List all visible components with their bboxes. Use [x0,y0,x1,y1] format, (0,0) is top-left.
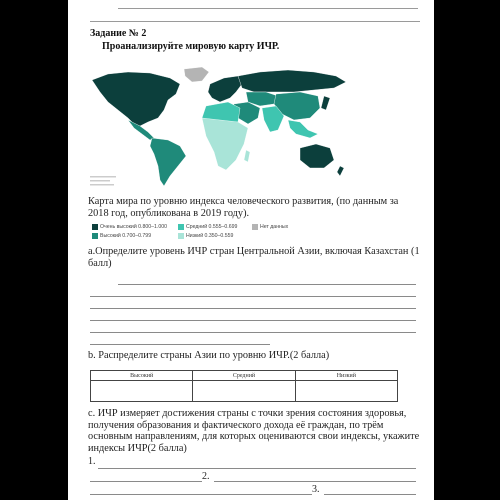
worksheet-page [68,0,434,500]
legend-swatch [92,233,98,239]
map-source-note [90,180,110,182]
map-region-sub-saharan-africa [202,118,248,170]
question-c: c. ИЧР измеряет достижения страны с точки зрения состояния здоровья, получения образования и фактического дохода её граждан, по трём основным направлениям, для которых оцениваются свои индексы, укажите индексы ИЧР(2 балла) [88,408,420,454]
legend-label: Очень высокий 0.800–1.000 [100,224,168,230]
column-header-medium: Средний [193,371,295,381]
legend-item [178,224,237,230]
answer-line [90,481,202,482]
map-region-greenland [184,67,209,82]
map-region-new-zealand [337,166,344,176]
map-caption: Карта мира по уровню индекса человеческого развития, (по данным за 2018 год, опубликована в 2019 году). [88,196,399,219]
legend-swatch [252,224,258,230]
hdi-world-map [88,66,356,190]
legend-swatch [92,224,98,230]
answer-line [90,344,270,345]
answer-line [90,296,416,297]
map-region-australia [300,144,334,168]
answer-line [90,308,416,309]
task-instruction: Проанализируйте мировую карту ИЧР. [102,41,280,52]
legend-item [252,224,288,230]
column-header-low: Низкий [295,371,397,381]
map-source-note [90,176,116,178]
legend-swatch [178,224,184,230]
map-source-note [90,184,114,186]
top-rule [90,21,420,22]
map-region-russia [238,70,346,92]
map-region-madagascar [244,150,250,162]
table-cell-high[interactable] [91,381,193,402]
hdi-asia-table [90,370,398,402]
question-b: b. Распределите страны Азии по уровню ИЧР.(2 балла) [88,350,330,361]
answer-number: 2. [202,471,210,482]
question-a: a.Определите уровень ИЧР стран Центральной Азии, включая Казахстан (1 балл) [88,246,420,269]
map-region-europe [208,76,242,102]
legend-label: Низкий 0.350–0.559 [186,233,234,239]
top-rule [118,8,418,9]
task-number: Задание № 2 [90,28,147,39]
answer-line [118,284,416,285]
map-region-japan [321,96,330,110]
legend-item [92,224,167,230]
table-row [91,381,398,402]
answer-number: 3. [312,484,320,495]
column-header-high: Высокий [91,371,193,381]
legend-label: Высокий 0.700–0.799 [100,233,152,239]
answer-line [214,481,416,482]
answer-line [90,494,312,495]
legend-label: Нет данных [260,224,289,230]
answer-line [324,494,416,495]
answer-line [90,320,416,321]
legend-item [92,233,151,239]
legend-swatch [178,233,184,239]
answer-line [98,468,416,469]
map-region-south-america [150,138,186,186]
legend-label: Средний 0.555–0.699 [186,224,238,230]
table-header-row [91,371,398,381]
table-cell-medium[interactable] [193,381,295,402]
table-cell-low[interactable] [295,381,397,402]
map-region-north-america [92,72,180,126]
answer-line [90,332,416,333]
answer-number: 1. [88,456,96,467]
map-region-southeast-asia [288,120,318,138]
legend-item [178,233,233,239]
